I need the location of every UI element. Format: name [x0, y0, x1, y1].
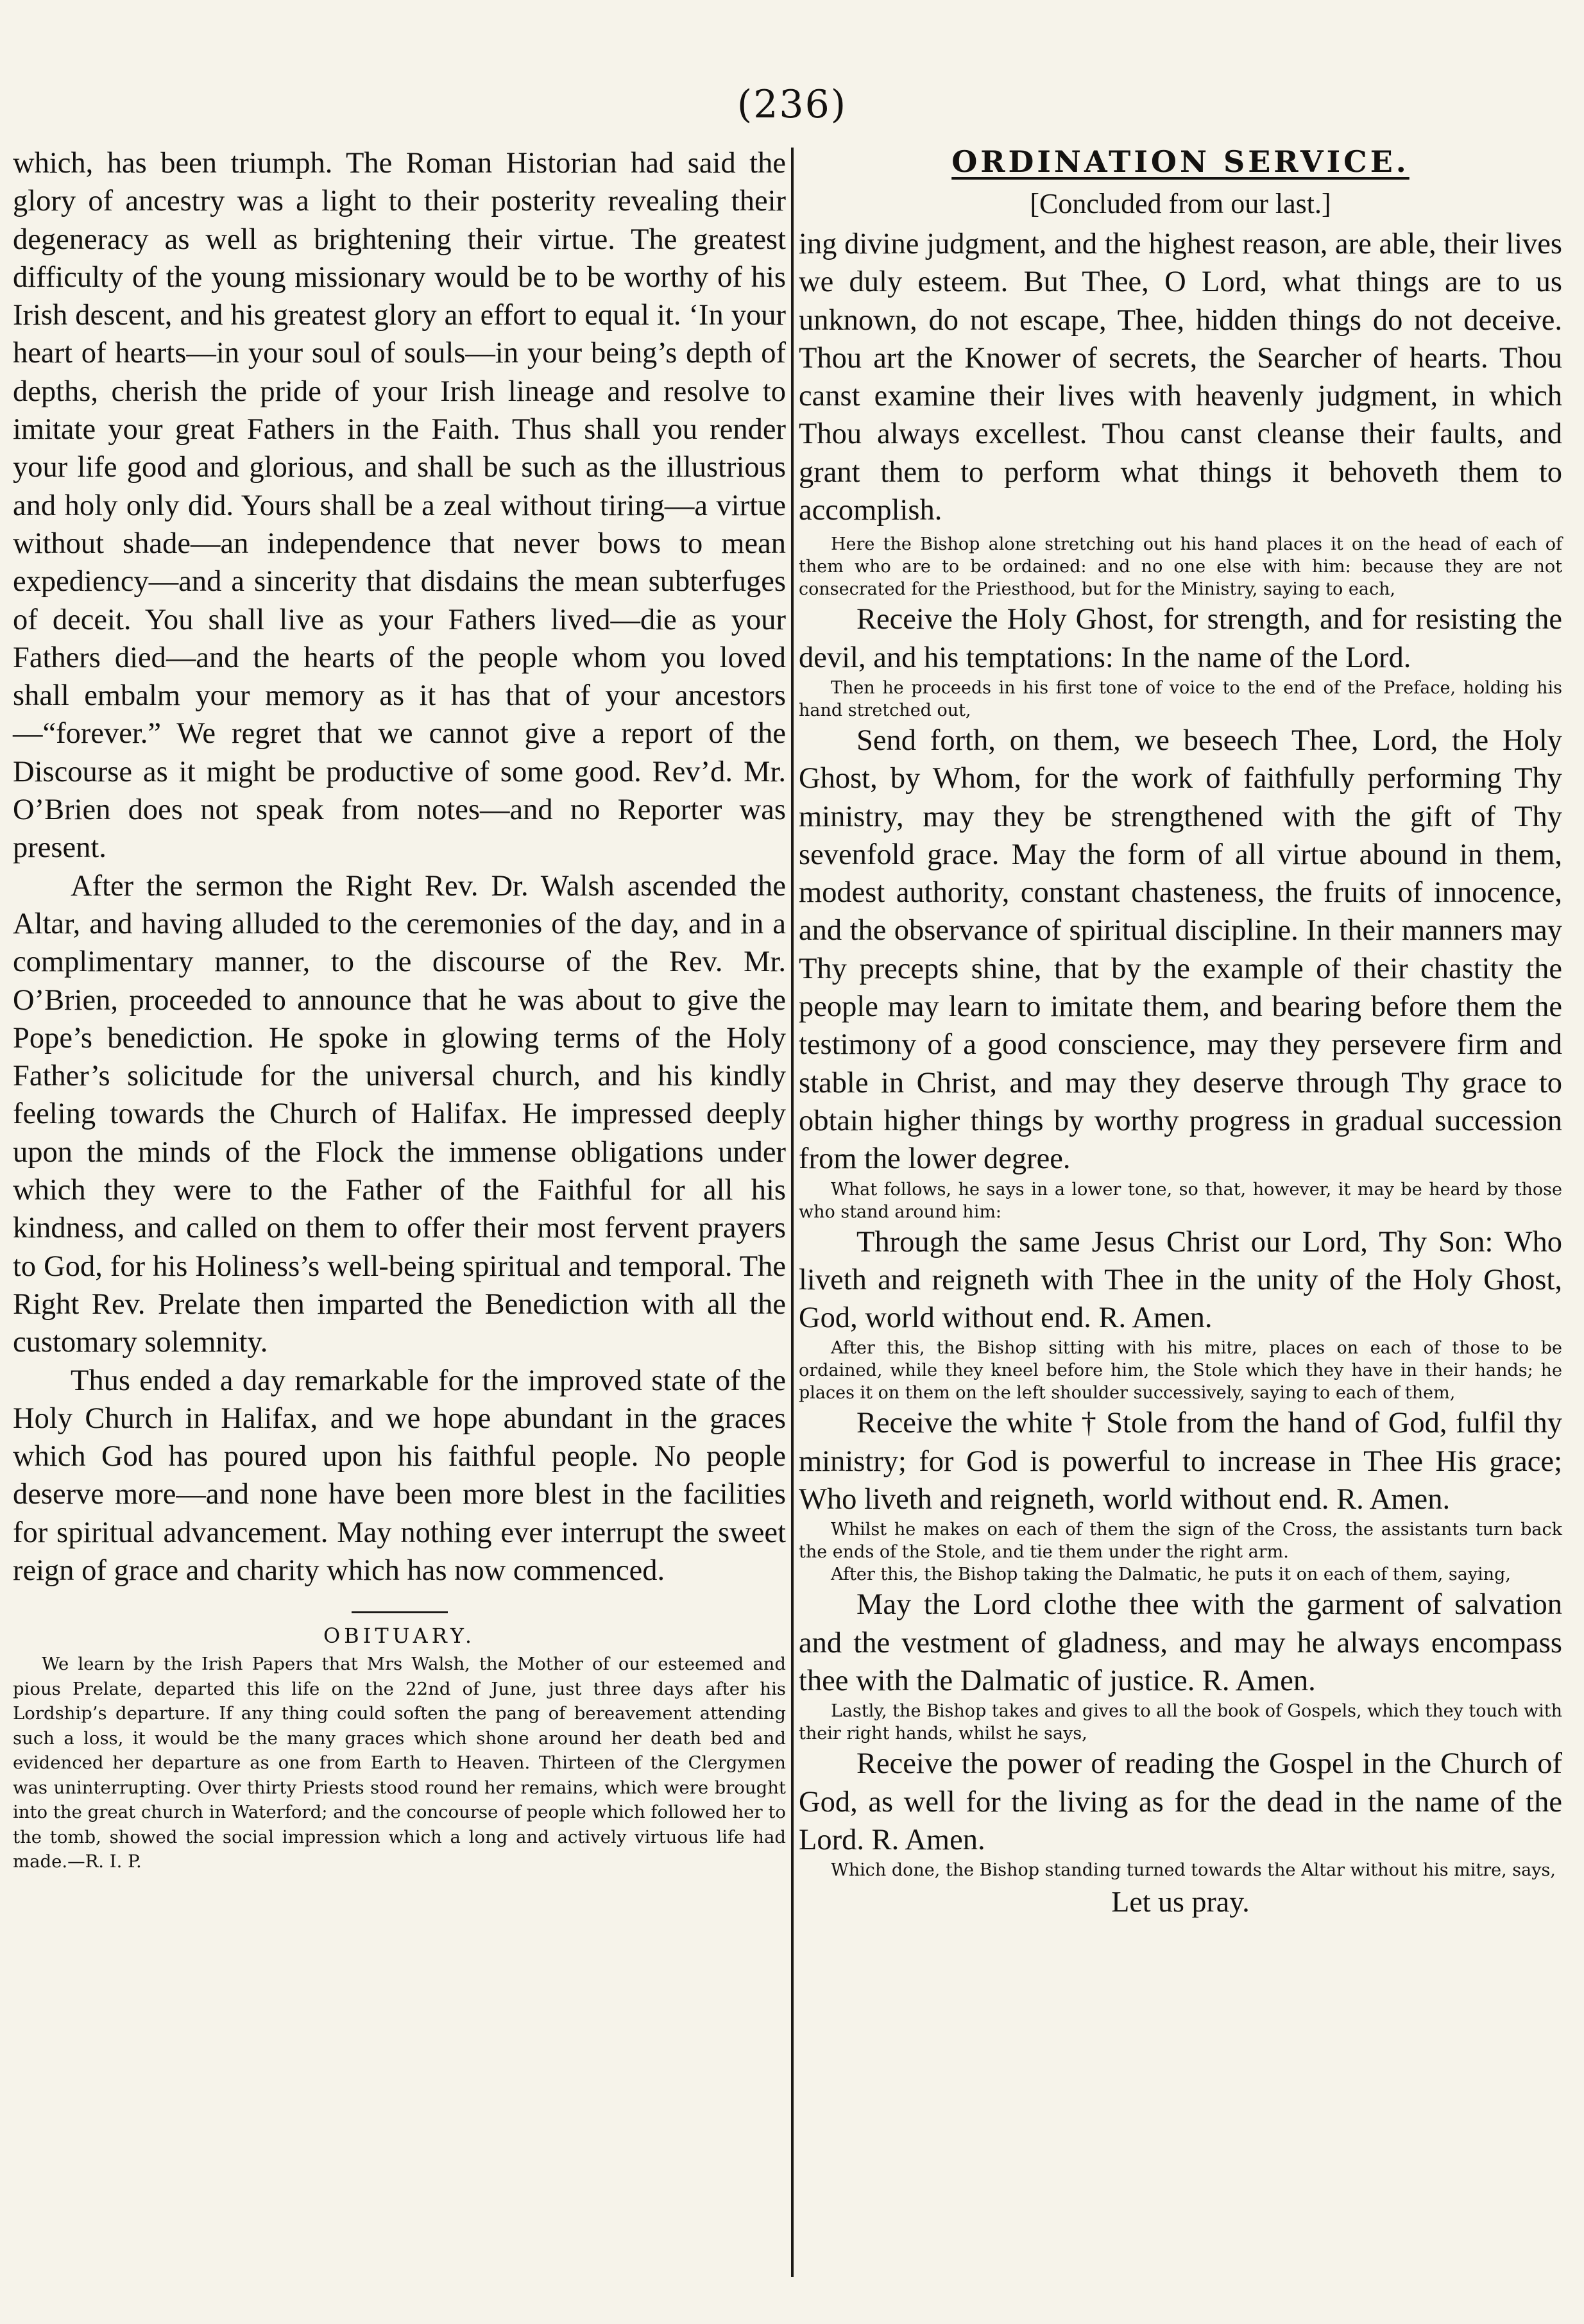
service-text: Receive the power of reading the Gospel in the Church of God, as well for the living as for the dead in the name of the Lord. R. Amen. [799, 1747, 1562, 1856]
service-text: May the Lord clothe thee with the garment of salvation and the vestment of gladness, and may he always encompass thee with the Dalmatic of justice. R. Amen. [799, 1588, 1562, 1697]
rubric-text: Then he proceeds in his first tone of voice to the end of the Preface, holding his hand stretched out, [799, 677, 1562, 720]
rubric-text: Whilst he makes on each of them the sign of the Cross, the assistants turn back the ends of the Stole, and tie them under the right arm. [799, 1520, 1562, 1563]
article-paragraph: After the sermon the Right Rev. Dr. Walsh ascended the Altar, and having alluded to the ceremonies of the day, and in a complimentary manner, to the discourse of the Rev. Mr. O’Brien, proceeded to announce that he was about to give the Pope’s benediction. He spoke in glowing terms of the Holy Father’s solicitude for the universal church, and his kindly feeling towards the Church of Halifax. He impressed deeply upon the minds of the Flock the immense obligations under which they were to the Father of the Faithful for all his kindness, and called on them to offer their most fervent prayers to God, for his Holiness’s well-being spiritual and temporal. The Right Rev. Prelate then imparted the Benediction with all the customary solemnity. [13, 869, 786, 1359]
rubric-text: Which done, the Bishop standing turned towards the Altar without his mitre, says, [831, 1860, 1556, 1881]
rubric-text: After this, the Bishop taking the Dalmatic, he puts it on each of them, saying, [831, 1565, 1512, 1585]
rubric-text: After this, the Bishop sitting with his mitre, places on each of those to be ordained, while they kneel before him, the Stole which they have in their hands; he places it on them on the left shoulder successively, saying to each of them, [799, 1338, 1562, 1404]
obituary-heading: OBITUARY. [323, 1624, 476, 1649]
section-title: ORDINATION SERVICE. [951, 144, 1409, 179]
page-number: (236) [737, 82, 847, 127]
section-subtitle: [Concluded from our last.] [1030, 188, 1331, 219]
section-divider [352, 1611, 448, 1613]
column-rule [791, 148, 794, 2277]
service-text: Send forth, on them, we beseech Thee, Lord, the Holy Ghost, by Whom, for the work of faithfully performing Thy ministry, may they be strengthened with the gift of Thy sevenfold grace. May the form of all virtue abound in them, modest authority, constant chasteness, the fruits of innocence, and the observance of spiritual discipline. In their manners may Thy precepts shine, that by the example of their chastity the people may learn to imitate them, and bearing before them the testimony of a good conscience, may they persevere firm and stable in Christ, and may they deserve through Thy grace to obtain higher things by worthy progress in gradual succession from the lower degree. [799, 724, 1562, 1176]
service-text: Through the same Jesus Christ our Lord, Thy Son: Who liveth and reigneth with Thee in the unity of the Holy Ghost, God, world without end. R. Amen. [799, 1225, 1562, 1335]
service-text: Receive the white † Stole from the hand of God, fulfil thy ministry; for God is powerful to increase in Thee His grace; Who liveth and reigneth, world without end. R. Amen. [799, 1407, 1562, 1516]
service-text: ing divine judgment, and the highest reason, are able, their lives we duly esteem. But Thee, O Lord, what things are to us unknown, do not escape, Thee, hidden things do not deceive. Thou art the Knower of secrets, the Searcher of hearts. Thou canst examine their lives with heavenly judgment, in which Thou always excellest. Thou canst cleanse their faults, and grant them to perform what things it behoveth them to accomplish. [799, 228, 1562, 527]
closing-line: Let us pray. [1111, 1885, 1250, 1919]
service-text: Receive the Holy Ghost, for strength, and for resisting the devil, and his temptations: In the name of the Lord. [799, 603, 1562, 674]
rubric-text: What follows, he says in a lower tone, so that, however, it may be heard by those who stand around him: [799, 1179, 1562, 1222]
rubric-text: Here the Bishop alone stretching out his hand places it on the head of each of them who are to be ordained: and no one else with him: because they are not consecrated for the Priesthood, but for the Ministry, saying to each, [799, 534, 1562, 600]
article-paragraph: which, has been triumph. The Roman Historian had said the glory of ancestry was a light to their posterity revealing their degeneracy as well as brightening their virtue. The greatest difficulty of the young missionary would be to be worthy of his Irish descent, and his greatest glory an effort to equal it. ‘In your heart of hearts—in your soul of souls—in your being’s depth of depths, cherish the pride of your Irish lineage and resolve to imitate your great Fathers in the Faith. Thus shall you render your life good and glorious, and shall be such as the illustrious and holy only did. Yours shall be a zeal without tiring—a virtue without shade—an independence that never bows to mean expediency—and a sincerity that disdains the mean subterfuges of deceit. You shall live as your Fathers lived—die as your Fathers died—and the hearts of the people whom you loved shall embalm your memory as it has that of your ancestors—“forever.” We regret that we cannot give a report of the Discourse as it might be productive of some good. Rev’d. Mr. O’Brien does not speak from notes—and no Reporter was present. [13, 147, 786, 865]
rubric-text: Lastly, the Bishop takes and gives to all the book of Gospels, which they touch with their right hands, whilst he says, [799, 1701, 1562, 1744]
article-paragraph: Thus ended a day remarkable for the improved state of the Holy Church in Halifax, and we hope abundant in the graces which God has poured upon his faithful people. No people deserve more—and none have been more blest in the facilities for spiritual advancement. May nothing ever interrupt the sweet reign of grace and charity which has now commenced. [13, 1364, 786, 1587]
right-column [799, 144, 1562, 1921]
obituary-text: We learn by the Irish Papers that Mrs Walsh, the Mother of our esteemed and pious Prelate, departed this life on the 22nd of June, just three days after his Lordship’s departure. If any thing could soften the pang of bereavement attending such a loss, it would be the many graces which shone around her death bed and evidenced her departure as one from Earth to Heaven. Thirteen of the Clergymen was uninterrupting. Over thirty Priests stood round her remains, which were brought into the great church in Waterford; and the concourse of people which followed her to the tomb, showed the social impression which a long and actively virtuous life had made.—R. I. P. [13, 1654, 786, 1872]
left-column [13, 144, 786, 1874]
